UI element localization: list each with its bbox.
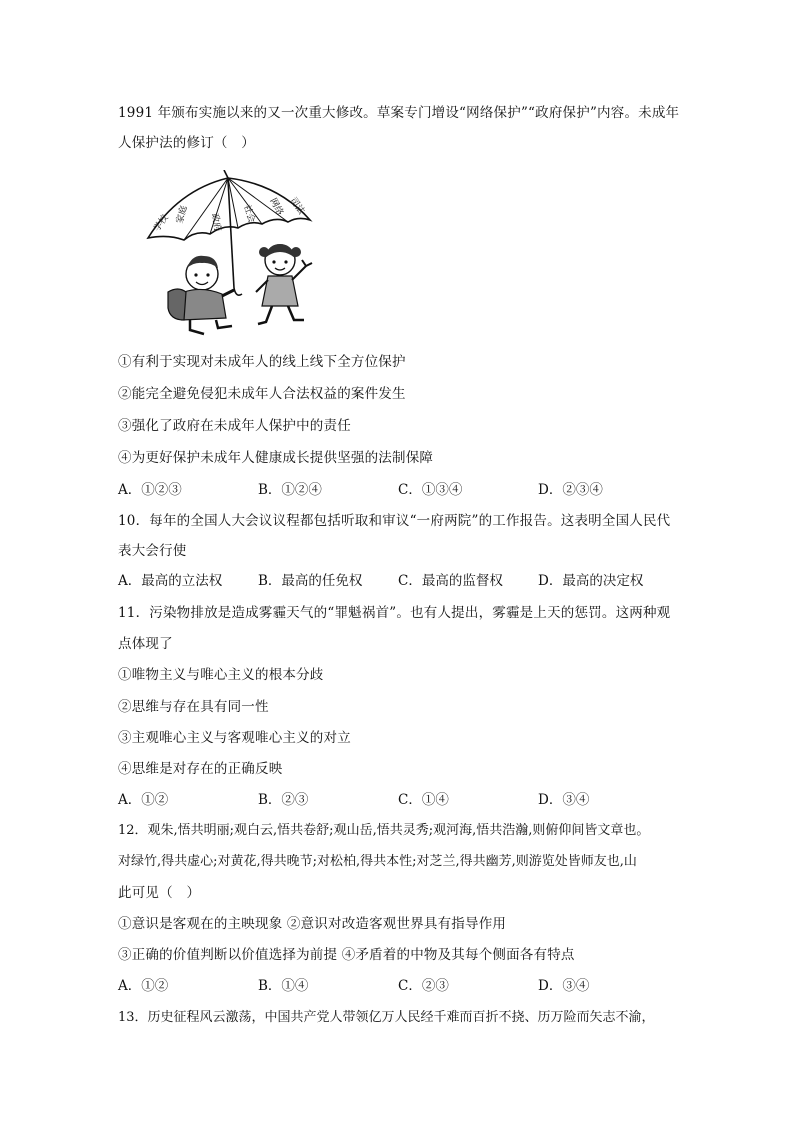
q9-option-b[interactable]: B．①②④ bbox=[258, 482, 322, 498]
q11-statement-2: ②思维与存在具有同一性 bbox=[118, 699, 269, 715]
umbrella-label-family: 家庭 bbox=[175, 204, 190, 225]
q11-statement-1: ①唯物主义与唯心主义的根本分歧 bbox=[118, 667, 324, 683]
umbrella-children-illustration bbox=[138, 170, 318, 340]
q9-stem-line1: 1991 年颁布实施以来的又一次重大修改。草案专门增设“网络保护”“政府保护”内容。未成年 bbox=[118, 105, 680, 121]
q12-option-d[interactable]: D．③④ bbox=[538, 978, 590, 994]
q10-option-c[interactable]: C．最高的监督权 bbox=[398, 573, 503, 589]
q9-statement-4: ④为更好保护未成年人健康成长提供坚强的法制保障 bbox=[118, 450, 434, 466]
q9-statement-1: ①有利于实现对未成年人的线上线下全方位保护 bbox=[118, 354, 406, 370]
q9-statement-2: ②能完全避免侵犯未成年人合法权益的案件发生 bbox=[118, 386, 406, 402]
q12-stem-line3: 此可见（ ） bbox=[118, 885, 201, 901]
umbrella-label-internet: 网络 bbox=[267, 196, 285, 218]
q11-stem-line2: 点体现了 bbox=[118, 636, 173, 652]
q13-stem-line1: 13．历史征程风云激荡，中国共产党人带领亿万人民经千难而百折不挠、历万险而矢志不渝， bbox=[118, 1010, 655, 1025]
q11-statement-4: ④思维是对存在的正确反映 bbox=[118, 761, 283, 777]
q9-option-a[interactable]: A．①②③ bbox=[118, 482, 182, 498]
q10-stem-line2: 表大会行使 bbox=[118, 543, 187, 559]
q12-option-a[interactable]: A．①② bbox=[118, 978, 169, 994]
q12-statement-line2: ③正确的价值判断以价值选择为前提 ④矛盾着的中物及其每个侧面各有特点 bbox=[118, 947, 575, 963]
q12-option-c[interactable]: C．②③ bbox=[398, 978, 449, 994]
q11-option-d[interactable]: D．③④ bbox=[538, 792, 590, 808]
q10-option-b[interactable]: B．最高的任免权 bbox=[258, 573, 363, 589]
q11-statement-3: ③主观唯心主义与客观唯心主义的对立 bbox=[118, 730, 351, 746]
q12-stem-line1: 12．观朱,悟共明丽;观白云,悟共卷舒;观山岳,悟共灵秀;观河海,悟共浩瀚,则俯仰间皆文章也。 bbox=[118, 823, 650, 838]
umbrella-label-judiciary: 司法 bbox=[287, 195, 307, 217]
q10-option-a[interactable]: A．最高的立法权 bbox=[118, 573, 223, 589]
q12-option-b[interactable]: B．①④ bbox=[258, 978, 309, 994]
q11-option-c[interactable]: C．①④ bbox=[398, 792, 449, 808]
umbrella-label-society: 社会 bbox=[241, 203, 257, 225]
q10-stem-line1: 10．每年的全国人大会议议程都包括听取和审议“一府两院”的工作报告。这表明全国人民代 bbox=[118, 513, 671, 529]
umbrella-label-school: 学校 bbox=[152, 213, 171, 234]
q9-option-c[interactable]: C．①③④ bbox=[398, 482, 463, 498]
q12-statement-line1: ①意识是客观在的主映现象 ②意识对改造客观世界具有指导作用 bbox=[118, 916, 507, 932]
q12-stem-line2: 对绿竹,得共虚心;对黄花,得共晚节;对松柏,得共本性;对芝兰,得共幽芳,则游览处皆师友也,山 bbox=[118, 854, 637, 869]
girl-figure bbox=[256, 244, 312, 324]
q10-option-d[interactable]: D．最高的决定权 bbox=[538, 573, 644, 589]
boy-figure bbox=[168, 256, 234, 334]
q11-option-b[interactable]: B．②③ bbox=[258, 792, 309, 808]
q9-statement-3: ③强化了政府在未成年人保护中的责任 bbox=[118, 418, 351, 434]
q9-option-d[interactable]: D．②③④ bbox=[538, 482, 603, 498]
q11-option-a[interactable]: A．①② bbox=[118, 792, 169, 808]
q11-stem-line1: 11．污染物排放是造成雾霾天气的“罪魁祸首”。也有人提出，雾霾是上天的惩罚。这两种观 bbox=[118, 605, 671, 621]
q9-stem-line2: 人保护法的修订（ ） bbox=[118, 135, 255, 151]
umbrella-label-government: 政府 bbox=[209, 212, 223, 233]
